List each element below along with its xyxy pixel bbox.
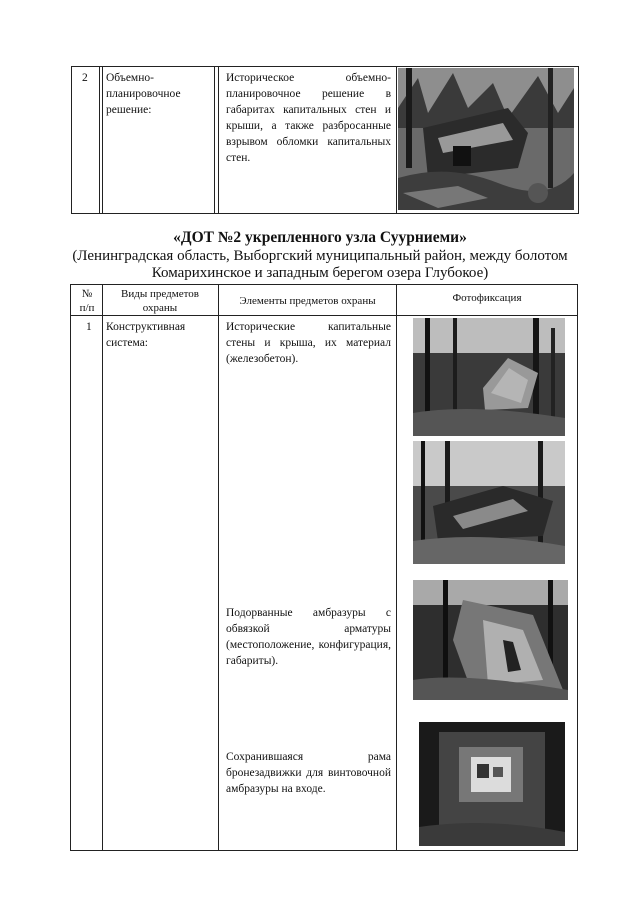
header-photo: Фотофиксация [452, 292, 522, 304]
object-title: «ДОТ №2 укрепленного узла Суурниеми» [173, 229, 467, 246]
protection-kind: Объемно-планировочное решение: [106, 72, 181, 116]
row-number: 2 [82, 72, 88, 84]
photo-bunker-overgrown [413, 441, 565, 564]
header-elements: Элементы предметов охраны [239, 295, 376, 307]
element-armored-shutter-frame: Сохранившаяся рама бронезадвижки для винтовочной амбразуры на входе. [226, 751, 391, 795]
header-number-line-2: п/п [79, 302, 95, 314]
row-number: 1 [86, 321, 92, 333]
element-embrasures: Подорванные амбразуры с обвязкой арматуры (местоположение, конфигурация, габариты). [226, 607, 391, 667]
object-location-line-1: (Ленинградская область, Выборгский муниципальный район, между болотом [72, 248, 568, 264]
protection-kind: Конструктивная система: [106, 321, 186, 349]
header-kind-line-2: охраны [142, 302, 178, 314]
protection-element: Историческое объемно-планировочное решение в габаритах капитальных стен и крыши, а также разбросанные взрывом обломки капитальных стен. [226, 72, 391, 164]
photo-armored-shutter-frame [419, 722, 565, 846]
header-number-line-1: № [81, 288, 93, 300]
photo-bunker-in-forest [413, 318, 565, 436]
photo-blown-embrasure [413, 580, 568, 700]
element-walls-roof: Исторические капитальные стены и крыша, их материал (железобетон). [226, 321, 391, 365]
photo-bunker-ruins [398, 68, 574, 210]
object-location-line-2: Комарихинское и западным берегом озера Глубокое) [151, 265, 489, 281]
header-kind-line-1: Виды предметов [121, 288, 199, 300]
